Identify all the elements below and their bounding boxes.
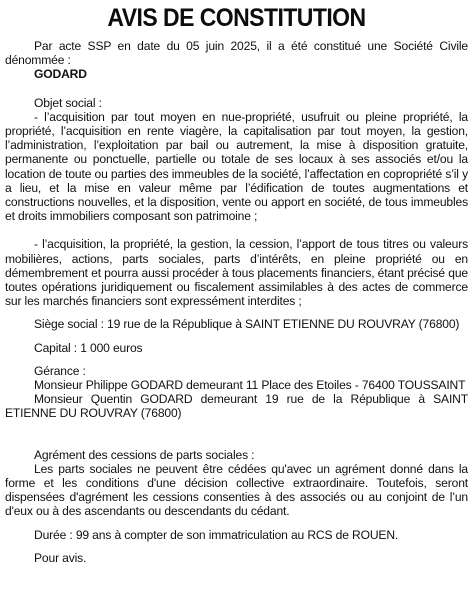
spacer xyxy=(5,355,468,364)
spacer xyxy=(5,519,468,528)
gerance-heading: Gérance : xyxy=(34,363,86,378)
spacer xyxy=(5,223,468,237)
gerant-1: Monsieur Philippe GODARD demeurant 11 Place des Etoiles - 76400 TOUSSAINT xyxy=(34,378,466,393)
closing: Pour avis. xyxy=(34,550,87,565)
intro-paragraph: Par acte SSP en date du 05 juin 2025, il a été constitué une Société Civile dénommée : xyxy=(5,39,468,68)
objet-heading: Objet social : xyxy=(34,95,102,110)
agrement-text: Les parts sociales ne peuvent être cédées qu'avec un agrément donné dans la forme et les conditions d'une décision collective extraordinaire. Toutefois, seront dispensées d'agrément les cessions consenties à des associés ou au conjoint de l’un d'eux ou à des ascendants ou descendants du cédant. xyxy=(5,461,468,519)
spacer xyxy=(5,421,468,448)
spacer xyxy=(5,332,468,341)
gerant-2: Monsieur Quentin GODARD demeurant 19 rue de la République à SAINT ETIENNE DU ROUVRAY (76800) xyxy=(5,392,468,421)
company-name: GODARD xyxy=(34,67,87,82)
notice-body xyxy=(5,39,468,565)
spacer xyxy=(5,542,468,551)
capital: Capital : 1 000 euros xyxy=(34,340,143,355)
notice-title: AVIS DE CONSTITUTION xyxy=(107,4,366,32)
spacer xyxy=(5,82,468,96)
objet-item-1: - l’acquisition par tout moyen en nue-propriété, usufruit ou pleine propriété, la propriété, l’acquisition en rente viagère, la capitalisation par tout moyen, la gestion, l’administration, l’exploitation par bail ou autrement, la mise à disposition gratuite, permanente ou ponctuelle, partielle ou totale de ses locaux à ses associés et/ou la location de toute ou parties des immeubles de la société, l’affectation en copropriété s’il y a lieu, et la mise en valeur même par l’édification de toutes augmentations et constructions nouvelles, et la disposition, vente ou apport en société, de tous immeubles et droits immobiliers composant son patrimoine ; xyxy=(5,109,468,224)
agrement-heading: Agrément des cessions de parts sociales : xyxy=(34,447,255,462)
objet-item-2: - l’acquisition, la propriété, la gestion, la cession, l’apport de tous titres ou valeurs mobilières, actions, parts sociales, parts d’intérêts, en pleine propriété ou en démembrement et pourra aussi procéder à tous placements financiers, étant précisé que toutes opérations juridiquement ou fiscalement assimilables à des actes de commerce sur les marchés financiers sont expressément interdites ; xyxy=(5,237,468,309)
spacer xyxy=(5,308,468,317)
siege-social: Siège social : 19 rue de la République à SAINT ETIENNE DU ROUVRAY (76800) xyxy=(34,317,460,332)
duree: Durée : 99 ans à compter de son immatriculation au RCS de ROUEN. xyxy=(34,527,399,542)
